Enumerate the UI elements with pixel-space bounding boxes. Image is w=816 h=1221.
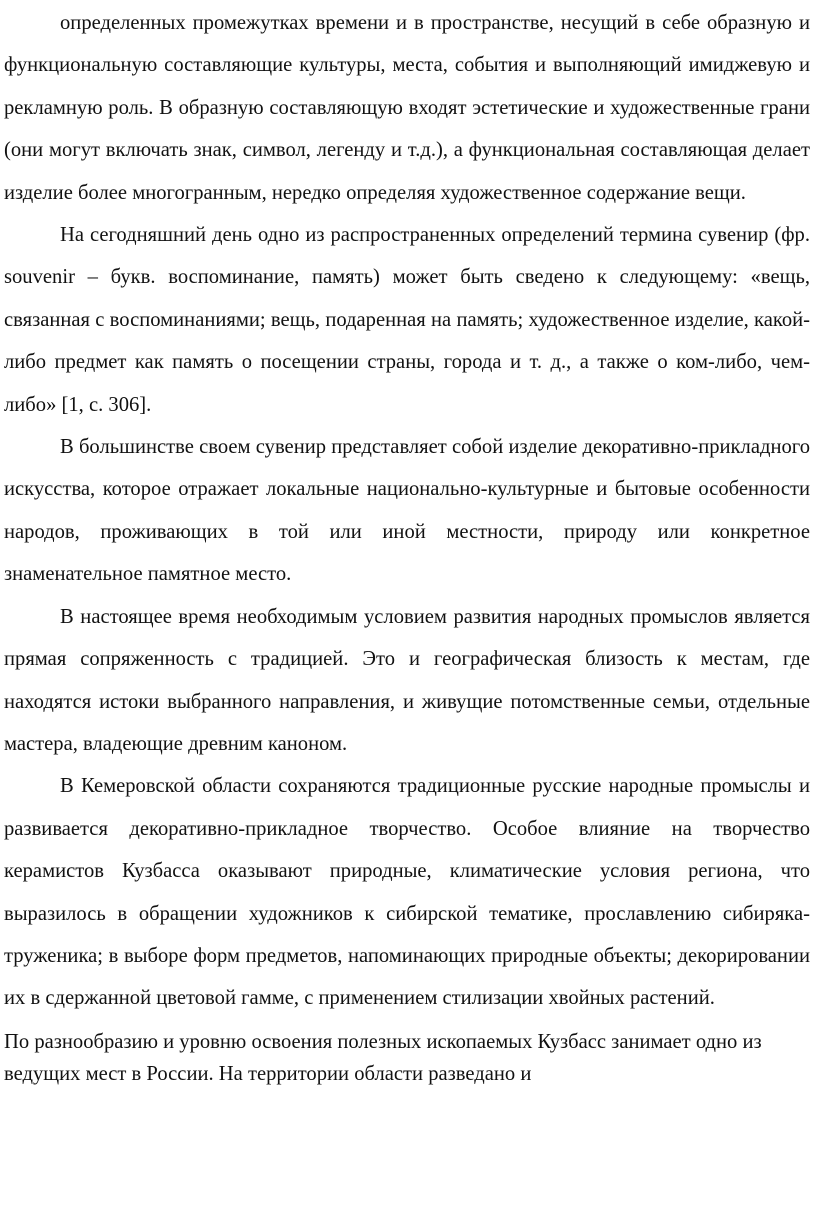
paragraph-souvenir-definition: На сегодняшний день одно из распространенных определений термина сувенир (фр. souvenir – букв. воспоминание, память) может быть сведено к следующему: «вещь, связанная с воспоминаниями; вещь, подаренная на память; художественное изделие, какой-либо предмет как память о посещении страны, города и т. д., а также о ком-либо, чем-либо» [1, с. 306]. xyxy=(4,224,810,416)
paragraph-souvenir-decorative-art: В большинстве своем сувенир представляет собой изделие декоративно-прикладного искусства, которое отражает локальные национально-культурные и бытовые особенности народов, проживающих в той или иной местности, природу или конкретное знаменательное памятное место. xyxy=(4,436,810,586)
paragraph-folk-crafts-tradition: В настоящее время необходимым условием развития народных промыслов является прямая сопряженность с традицией. Это и географическая близость к местам, где находятся истоки выбранного направления, и живущие потомственные семьи, отдельные мастера, владеющие древним каноном. xyxy=(4,605,810,755)
paragraph-kemerovo-crafts: В Кемеровской области сохраняются традиционные русские народные промыслы и развивается декоративно-прикладное творчество. Особое влияние на творчество керамистов Кузбасса оказывают природные, климатические условия региона, что выразилось в обращении художников к сибирской тематике, прославлению сибиряка-труженика; в выборе форм предметов, напоминающих природные объекты; декорировании их в сдержанной цветовой гамме, с применением стилизации хвойных растений. xyxy=(4,775,810,1010)
paragraph-continuation: определенных промежутках времени и в пространстве, несущий в себе образную и функциональную составляющие культуры, места, события и выполняющий имиджевую и рекламную роль. В образную составляющую входят эстетические и художественные грани (они могут включать знак, символ, легенду и т.д.), а функциональная составляющая делает изделие более многогранным, нередко определяя художественное содержание вещи. xyxy=(4,12,810,204)
paragraph-kuzbass-minerals: По разнообразию и уровню освоения полезных ископаемых Кузбасс занимает одно из ведущих мест в России. На территории области разведано и xyxy=(4,1030,762,1085)
